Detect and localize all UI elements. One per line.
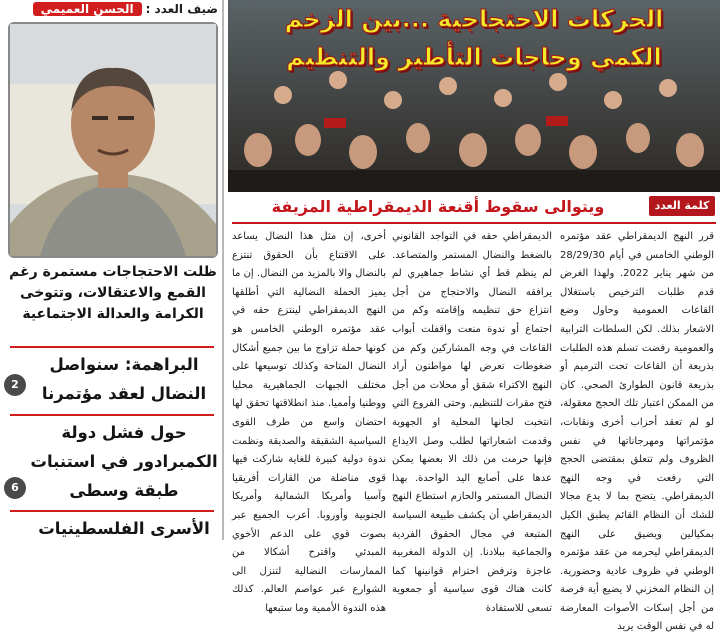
section-tag: كلمة العدد: [649, 196, 715, 216]
headline-rule: [232, 222, 716, 224]
article-text-col-1: قرر النهج الديمقراطي عقد مؤتمره الوطني الخامس في أيام 28/29/30 من شهر يناير 2022. ولهذا الغرض قدم طلبات الترخيص باستغلال القاعات العمومية وحاول وضع الاشعار بذلك. لكن السلطات الترابية والعمومية رفضت تسلم هذه الطلبات بذريعة أن القاعات تحت الترميم أو بذريعة قانون الطوارئ الصحي. كان من الممكن اعتبار تلك الحجج معقولة، لو لم تعقد أحزاب أخرى ونقابات، مؤتمراتها ومهرجاناتها في نفس الظروف ولم تتعلق بمقتضى الحجج التي رفعت في وجه النهج الديمقراطي. يتضح بما لا يدع مجالا للشك أن النظام القائم يطبق الكيل بمكيالين ويضيق على النهج الديمقراطي ليحرمه من عقد مؤتمره الوطني في ظروف عادية وحضورية. إن النظام المخزني لا يضيع أية فرصة من أجل إسكات الأصوات المعارضة له في نفس الوقت يريد: [560, 231, 714, 633]
banner-headline-line-1: الحركات الاحتجاجية ...بين الزخم: [284, 5, 664, 33]
guest-portrait-illustration: [10, 24, 216, 256]
guest-label-text: ضيف العدد :: [145, 2, 218, 16]
story-teaser-2[interactable]: حول فشل دولة الكمبرادور في استنبات طبقة وسطى: [30, 423, 218, 500]
article-column-1: [560, 228, 714, 633]
story-divider: [10, 346, 214, 348]
banner-headline: [232, 0, 716, 80]
guest-name: الحسن العميمي: [33, 2, 142, 16]
page-number-badge: 2: [4, 374, 26, 396]
story-divider: [10, 414, 214, 416]
article-headline[interactable]: ويتوالى سقوط أقنعة الديمقراطية المزيفة: [271, 197, 605, 216]
banner-headline-line-2: الكمي وحاجات التأطير والتنظيم: [286, 43, 662, 71]
article-column-2: [392, 228, 552, 614]
guest-photo: [8, 22, 218, 258]
story-teaser-1[interactable]: البراهمة: سنواصل النضال لعقد مؤتمرنا: [41, 355, 207, 403]
article-column-3: [232, 228, 386, 614]
page-number-badge: 6: [4, 477, 26, 499]
photo-caption: ظلت الاحتجاجات مستمرة رغم القمع والاعتقالات، وتتوخى الكرامة والعدالة الاجتماعية: [9, 264, 217, 322]
story-teaser-3[interactable]: الأسرى الفلسطينيات: [38, 519, 210, 538]
article-text-col-2: الديمقراطي حقه في التواجد القانوني بالضغط والنضال المستمر والمتصاعد. لم ينظم قط أي نشاط جماهيري لم يرافقه النضال والاحتجاج من أجل انتزاع حق تنظيمه وإقامته وكم من اجتماع أو ندوة منعت واقفلت أبواب القاعات في وجه المشاركين وكم من ضغوطات تعرض لها مواطنون أراد النهج الاكتراء شقق أو محلات من أجل فتح مقرات للتنظيم. وحتى الفروع التي انتخبت لجانها المحلية او الجهوية وقدمت اشعاراتها لطلب وصل الايداع فإنها حرمت من ذلك الا بعضها يمكن عدها على أصابع اليد الواحدة. بهذا النضال المستمر والحازم استطاع النهج الديمقراطي أن يكشف طبيعة السياسة المتبعة في مجال الحقوق الفردية والجماعية ببلادنا. إن الدولة المغربية عاجزة وترفض احترام قوانينها كما كانت هناك قوى سياسية أو جمعوية تسعى للاستفادة: [392, 231, 552, 614]
article-text-col-3: أخرى، إن مثل هذا النضال يساعد على الاقتناع بأن الحقوق تنتزع بالنضال والا بالمزيد من النضال. إن ما يميز الحملة النضالية التي أطلقها النهج الديمقراطي لينتزع حقه في عقد مؤتمره الوطني الخامس هو كونها حملة تزاوج ما بين جميع أشكال النضال المتاحة وكذلك توسيعها على مختلف الجبهات الجماهيرية محليا ووطنيا وأمميا. منذ انطلاقتها تحقق لها احتضان واسع من طرف القوى السياسية الشقيقة والصديقة ونظمت ندوة دولية كبيرة للغاية شاركت فيها قوى مناضلة من القارات أفريقيا وآسيا وأمريكا الشمالية وأمريكا الجنوبية وأوروبا. أعرب الجميع عبر بصوت قوي على الدعم الأخوي المبدئي واقترح أشكالا من الممارسات النضالية لتنزل الى الشوارع عبر عواصم العالم. كذلك هذه الندوة الأممية وما ستبعها: [232, 231, 386, 614]
guest-of-issue-label: [8, 2, 218, 22]
story-divider: [10, 510, 214, 512]
